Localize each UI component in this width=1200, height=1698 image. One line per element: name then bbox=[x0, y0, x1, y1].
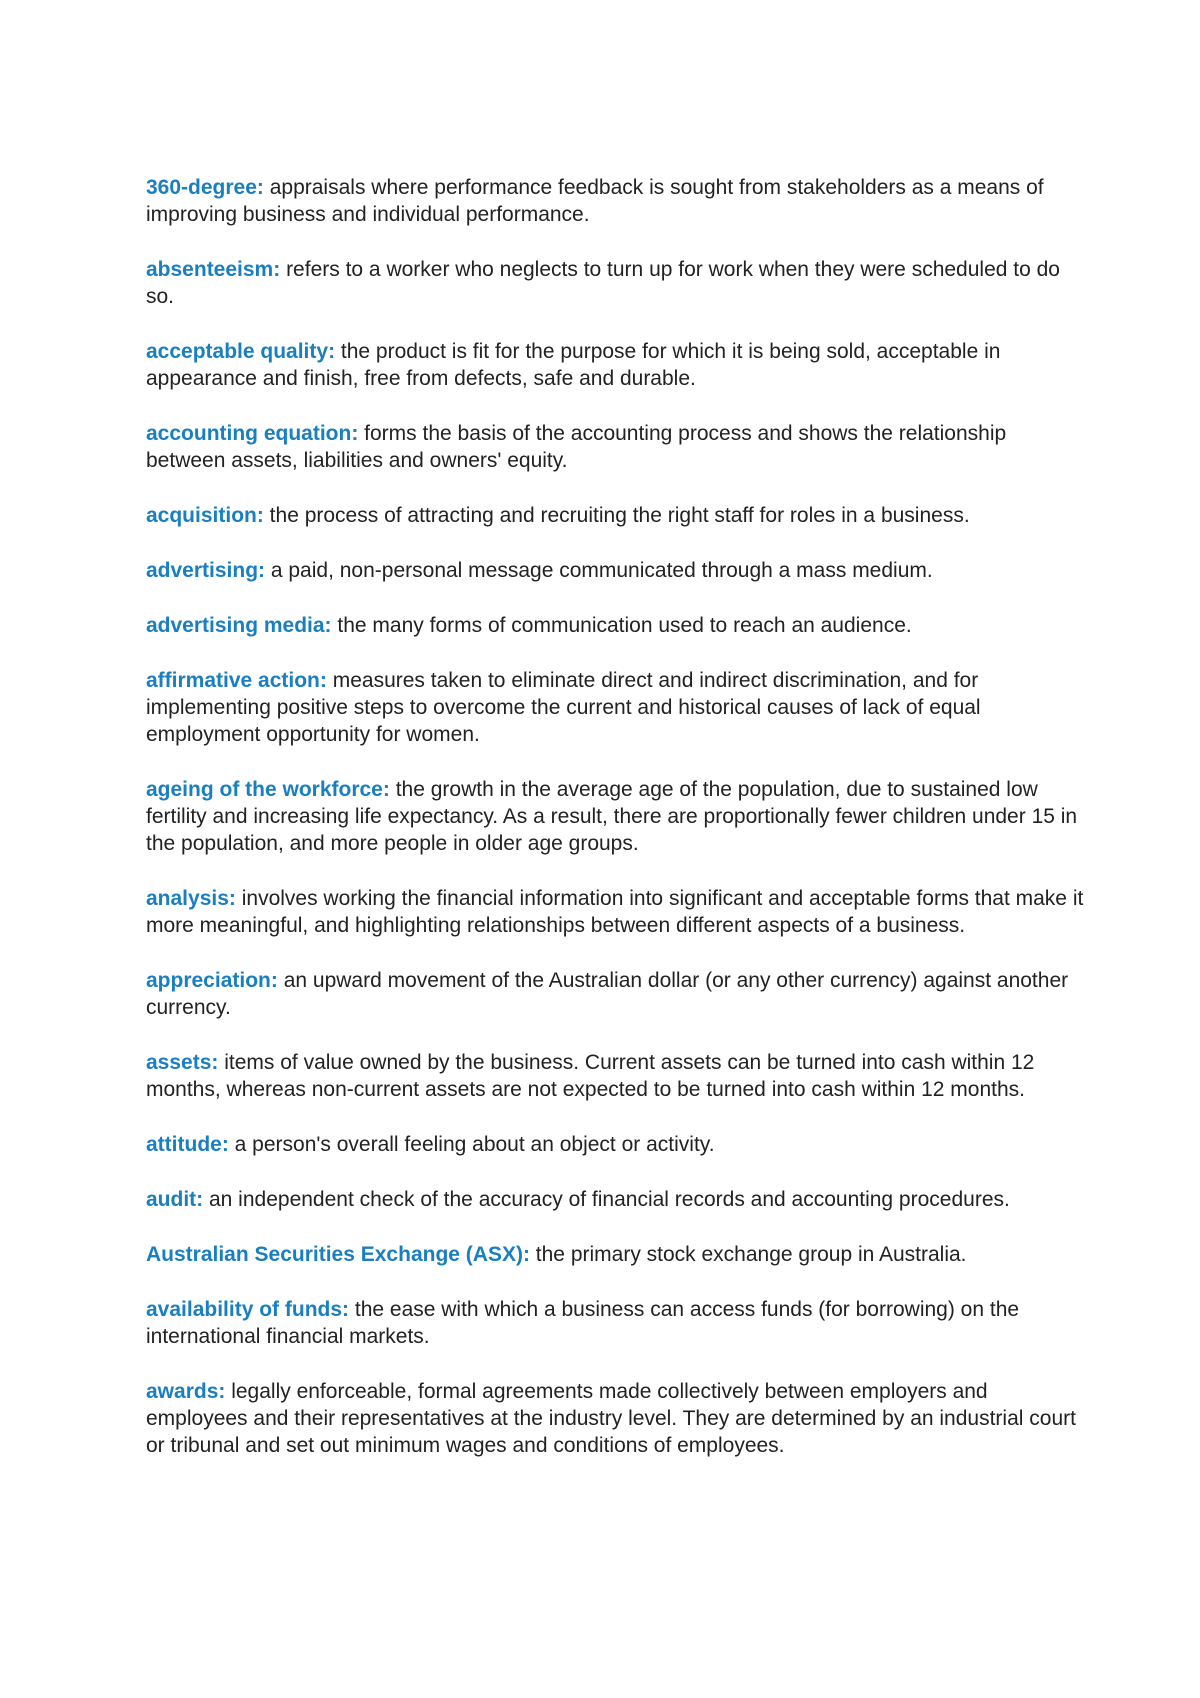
glossary-definition: an independent check of the accuracy of financial records and accounting procedures. bbox=[203, 1188, 1010, 1211]
glossary-term: analysis: bbox=[146, 887, 236, 910]
glossary-entry-absenteeism bbox=[146, 256, 1086, 310]
glossary-term: absenteeism: bbox=[146, 258, 281, 281]
glossary-entry-appreciation bbox=[146, 967, 1086, 1021]
glossary-definition: the growth in the average age of the population, due to sustained low fertility and increasing life expectancy. As a result, there are proportionally fewer children under 15 in the population, and more people in older age groups. bbox=[146, 778, 1078, 855]
glossary-term: audit: bbox=[146, 1188, 204, 1211]
glossary-term: availability of funds: bbox=[146, 1298, 350, 1321]
glossary-entry-affirmative-action bbox=[146, 667, 1086, 748]
glossary-definition: forms the basis of the accounting process and shows the relationship between assets, liabilities and owners' equity. bbox=[146, 422, 1007, 472]
glossary-entry-attitude bbox=[146, 1131, 1086, 1158]
glossary-entry-availability-of-funds bbox=[146, 1296, 1086, 1350]
glossary-definition: the primary stock exchange group in Australia. bbox=[529, 1243, 967, 1266]
glossary-definition: items of value owned by the business. Current assets can be turned into cash within 12 months, whereas non-current assets are not expected to be turned into cash within 12 months. bbox=[146, 1051, 1035, 1101]
glossary-entry-ageing-of-the-workforce bbox=[146, 776, 1086, 857]
glossary-definition: legally enforceable, formal agreements made collectively between employers and employees and their representatives at the industry level. They are determined by an industrial court or tribunal and set out minimum wages and conditions of employees. bbox=[146, 1380, 1076, 1457]
glossary-entry-acceptable-quality bbox=[146, 338, 1086, 392]
glossary-definition: the ease with which a business can access funds (for borrowing) on the international financial markets. bbox=[146, 1298, 1020, 1348]
glossary-term: assets: bbox=[146, 1051, 219, 1074]
glossary-term: appreciation: bbox=[146, 969, 278, 992]
glossary-entry-accounting-equation bbox=[146, 420, 1086, 474]
glossary-entry-acquisition bbox=[146, 502, 1086, 529]
glossary-term: ageing of the workforce: bbox=[146, 778, 390, 801]
glossary-entry-360-degree bbox=[146, 174, 1086, 228]
glossary-definition: a person's overall feeling about an object or activity. bbox=[228, 1133, 715, 1156]
glossary-definition: the process of attracting and recruiting the right staff for roles in a business. bbox=[263, 504, 970, 527]
glossary-term: advertising media: bbox=[146, 614, 332, 637]
glossary-term: advertising: bbox=[146, 559, 266, 582]
glossary-entry-advertising-media bbox=[146, 612, 1086, 639]
glossary-term: affirmative action: bbox=[146, 669, 327, 692]
glossary-entry-asx bbox=[146, 1241, 1086, 1268]
glossary-definition: the many forms of communication used to reach an audience. bbox=[331, 614, 912, 637]
glossary-term: acceptable quality: bbox=[146, 340, 336, 363]
glossary-definition: a paid, non-personal message communicated through a mass medium. bbox=[265, 559, 933, 582]
glossary-definition: refers to a worker who neglects to turn up for work when they were scheduled to do so. bbox=[146, 258, 1060, 308]
glossary-definition: appraisals where performance feedback is sought from stakeholders as a means of improving business and individual performance. bbox=[146, 176, 1044, 226]
glossary-term: attitude: bbox=[146, 1133, 229, 1156]
glossary-term: acquisition: bbox=[146, 504, 264, 527]
glossary-definition: the product is fit for the purpose for which it is being sold, acceptable in appearance and finish, free from defects, safe and durable. bbox=[146, 340, 1001, 390]
glossary-term: accounting equation: bbox=[146, 422, 359, 445]
glossary-entry-audit bbox=[146, 1186, 1086, 1213]
glossary-definition: measures taken to eliminate direct and indirect discrimination, and for implementing positive steps to overcome the current and historical causes of lack of equal employment opportunity for women. bbox=[146, 669, 981, 746]
glossary-term: Australian Securities Exchange (ASX): bbox=[146, 1243, 530, 1266]
glossary-page bbox=[146, 174, 1086, 1487]
glossary-entry-advertising bbox=[146, 557, 1086, 584]
glossary-term: 360-degree: bbox=[146, 176, 264, 199]
glossary-term: awards: bbox=[146, 1380, 226, 1403]
glossary-entry-awards bbox=[146, 1378, 1086, 1459]
glossary-entry-analysis bbox=[146, 885, 1086, 939]
glossary-definition: an upward movement of the Australian dollar (or any other currency) against another currency. bbox=[146, 969, 1069, 1019]
glossary-definition: involves working the financial information into significant and acceptable forms that make it more meaningful, and highlighting relationships between different aspects of a business. bbox=[146, 887, 1084, 937]
glossary-entry-assets bbox=[146, 1049, 1086, 1103]
